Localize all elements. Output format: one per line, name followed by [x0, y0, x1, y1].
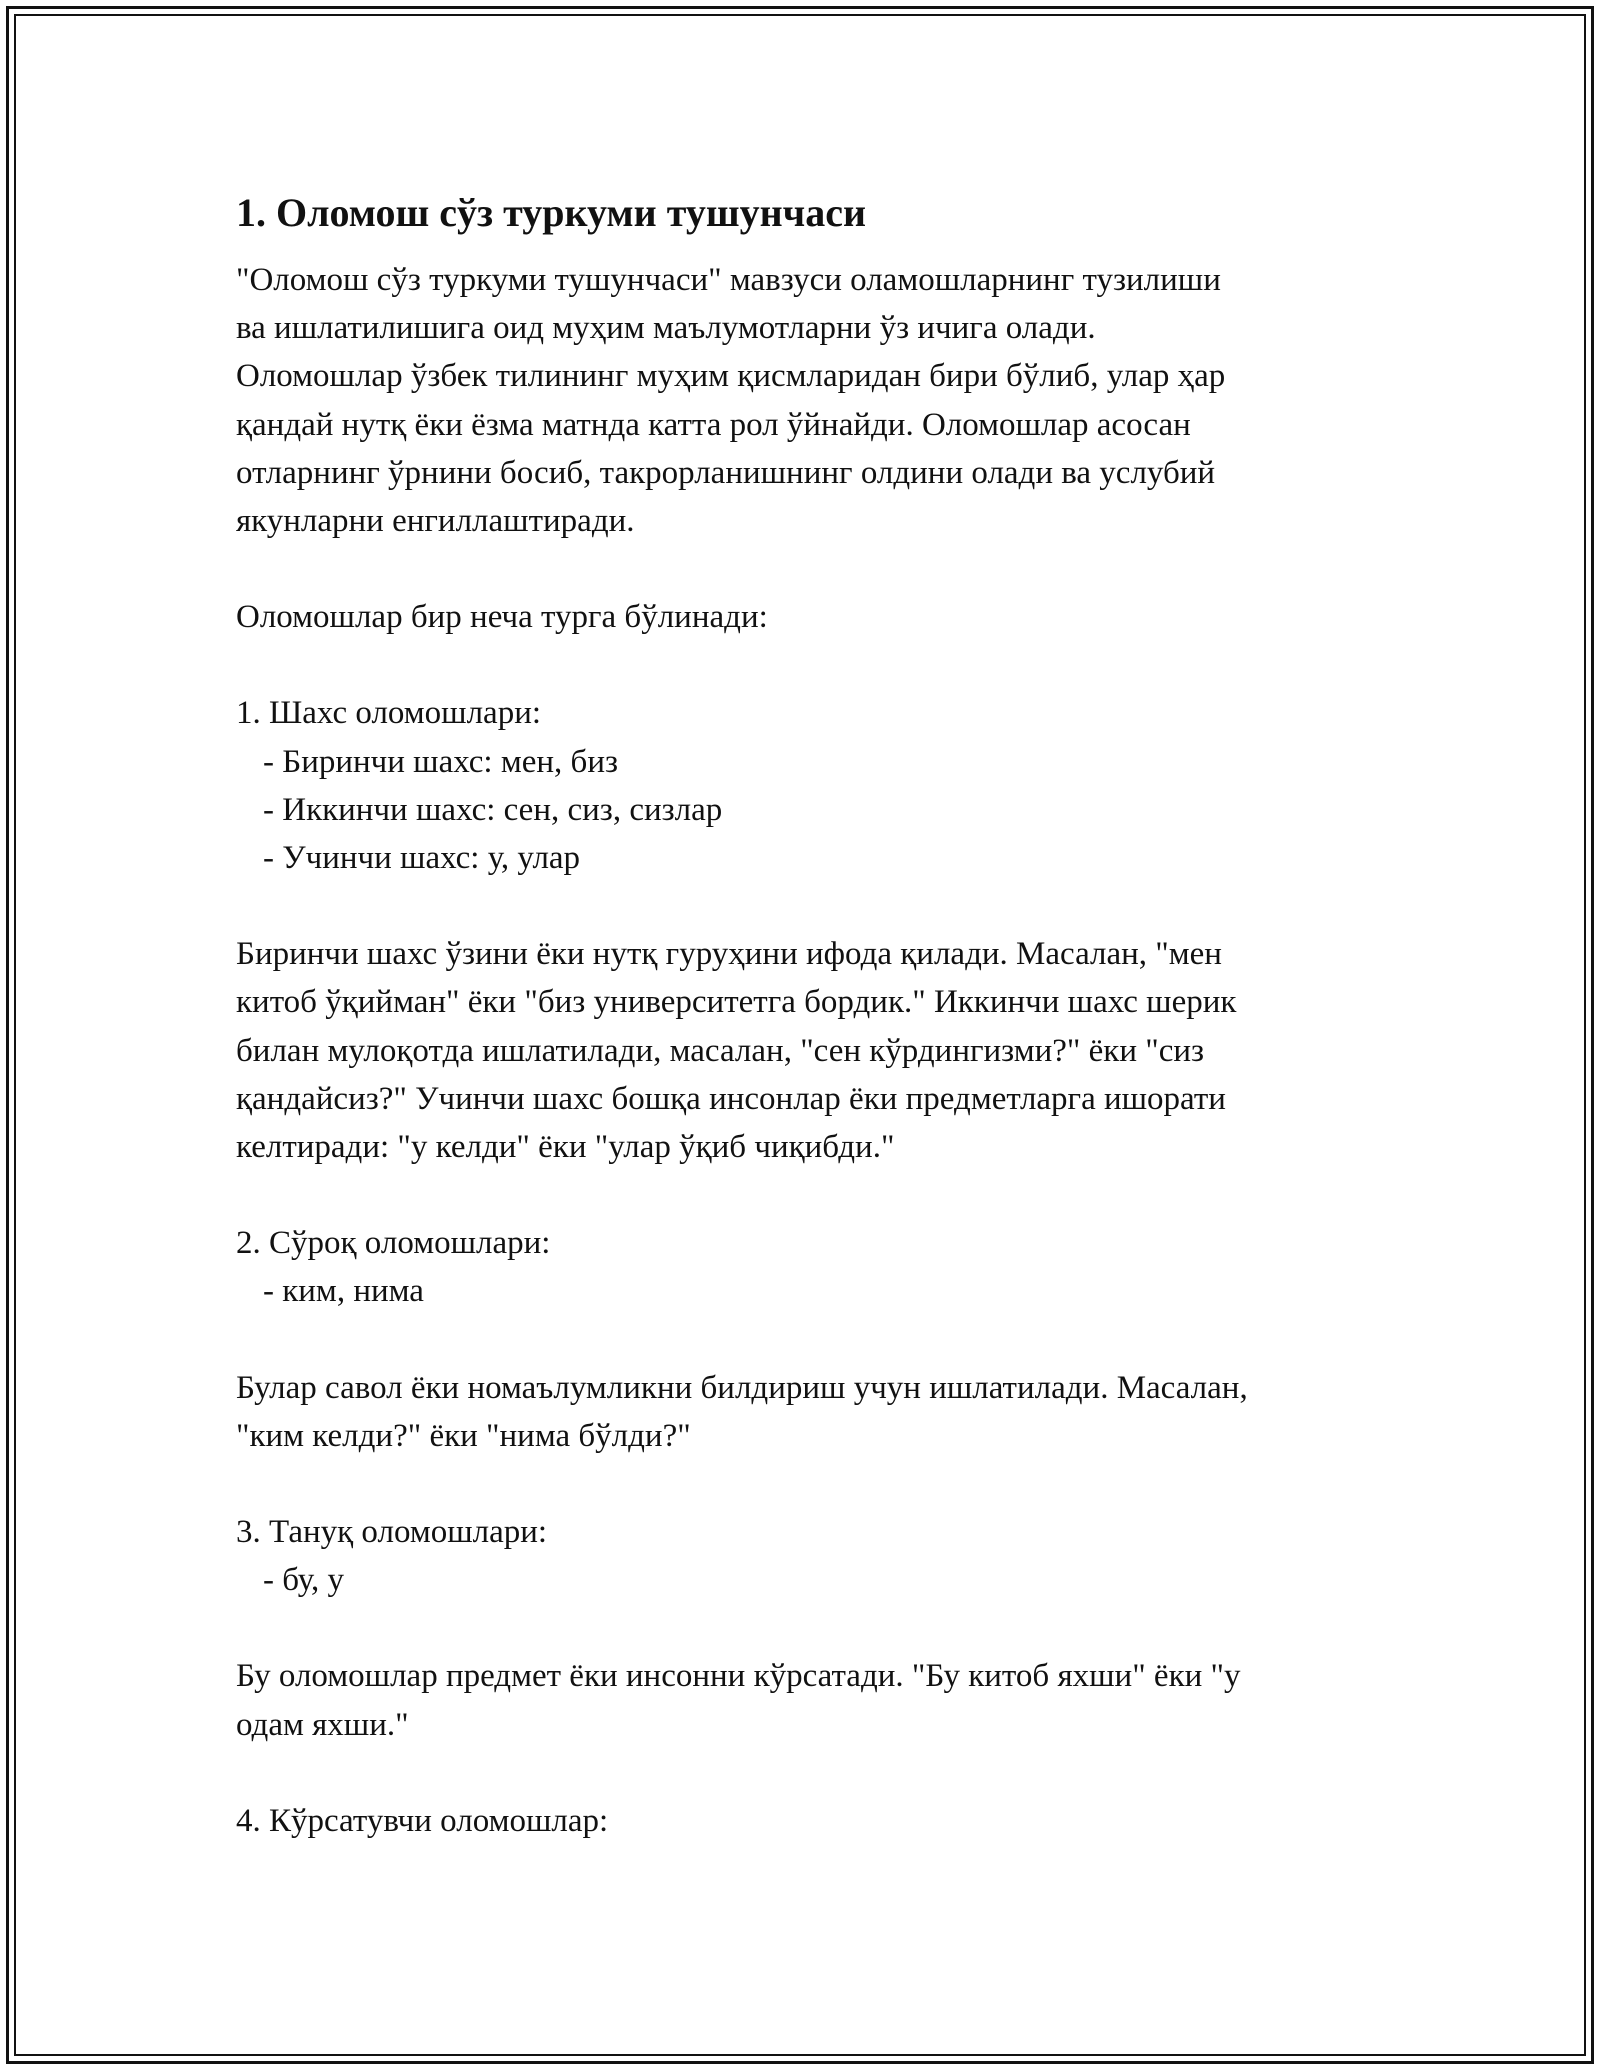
intro-paragraph: "Оломош сўз туркуми тушунчаси" мавзуси оламошларнинг тузилиши ва ишлатилишига оид муҳим маълумотларни ўз ичига олади. Оломошлар ўзбек тилининг муҳим қисмларидан бири бўлиб, улар ҳар қандай нутқ ёки ёзма матнда катта рол ўйнайди. Оломошлар асосан отларнинг ўрнини босиб, такрорланишнинг олдини олади ва услубий якунларни енгиллаштиради. [236, 262, 1226, 540]
section-personal-pronouns [236, 689, 1376, 1171]
types-intro-paragraph: Оломошлар бир неча турга бўлинади: [236, 599, 768, 636]
section-interrogative-pronouns [236, 1219, 1376, 1460]
section-heading: 3. Тануқ оломошлари: [236, 1514, 548, 1551]
document-body [236, 186, 1376, 1845]
list-item: - Биринчи шахс: мен, биз [263, 743, 619, 780]
section-explanation: Бу оломошлар предмет ёки инсонни кўрсатади. "Бу китоб яхши" ёки "у одам яхши." [236, 1658, 1241, 1743]
section-identifying-pronouns [236, 1508, 1376, 1749]
list-item: - Учинчи шахс: у, улар [263, 840, 581, 877]
section-demonstrative-pronouns [236, 1797, 1376, 1845]
list-item: - Иккинчи шахс: сен, сиз, сизлар [263, 791, 723, 828]
list-item: - бу, у [263, 1562, 344, 1599]
section-explanation: Биринчи шахс ўзини ёки нутқ гуруҳини ифода қилади. Масалан, "мен китоб ўқийман" ёки "биз университетга бордик." Иккинчи шахс шерик билан мулоқотда ишлатилади, масалан, "сен кўрдингизми?" ёки "сиз қандайсиз?" Учинчи шахс бошқа инсонлар ёки предметларга ишорати келтиради: "у келди" ёки "улар ўқиб чиқибди." [236, 936, 1237, 1166]
document-title: 1. Оломош сўз туркуми тушунчаси [236, 190, 867, 235]
section-heading: 1. Шахс оломошлари: [236, 695, 542, 732]
section-explanation: Булар савол ёки номаълумликни билдириш учун ишлатилади. Масалан, "ким келди?" ёки "нима бўлди?" [236, 1369, 1248, 1454]
list-item: - ким, нима [263, 1273, 424, 1310]
section-heading: 4. Кўрсатувчи оломошлар: [236, 1802, 609, 1839]
section-heading: 2. Сўроқ оломошлари: [236, 1225, 551, 1262]
